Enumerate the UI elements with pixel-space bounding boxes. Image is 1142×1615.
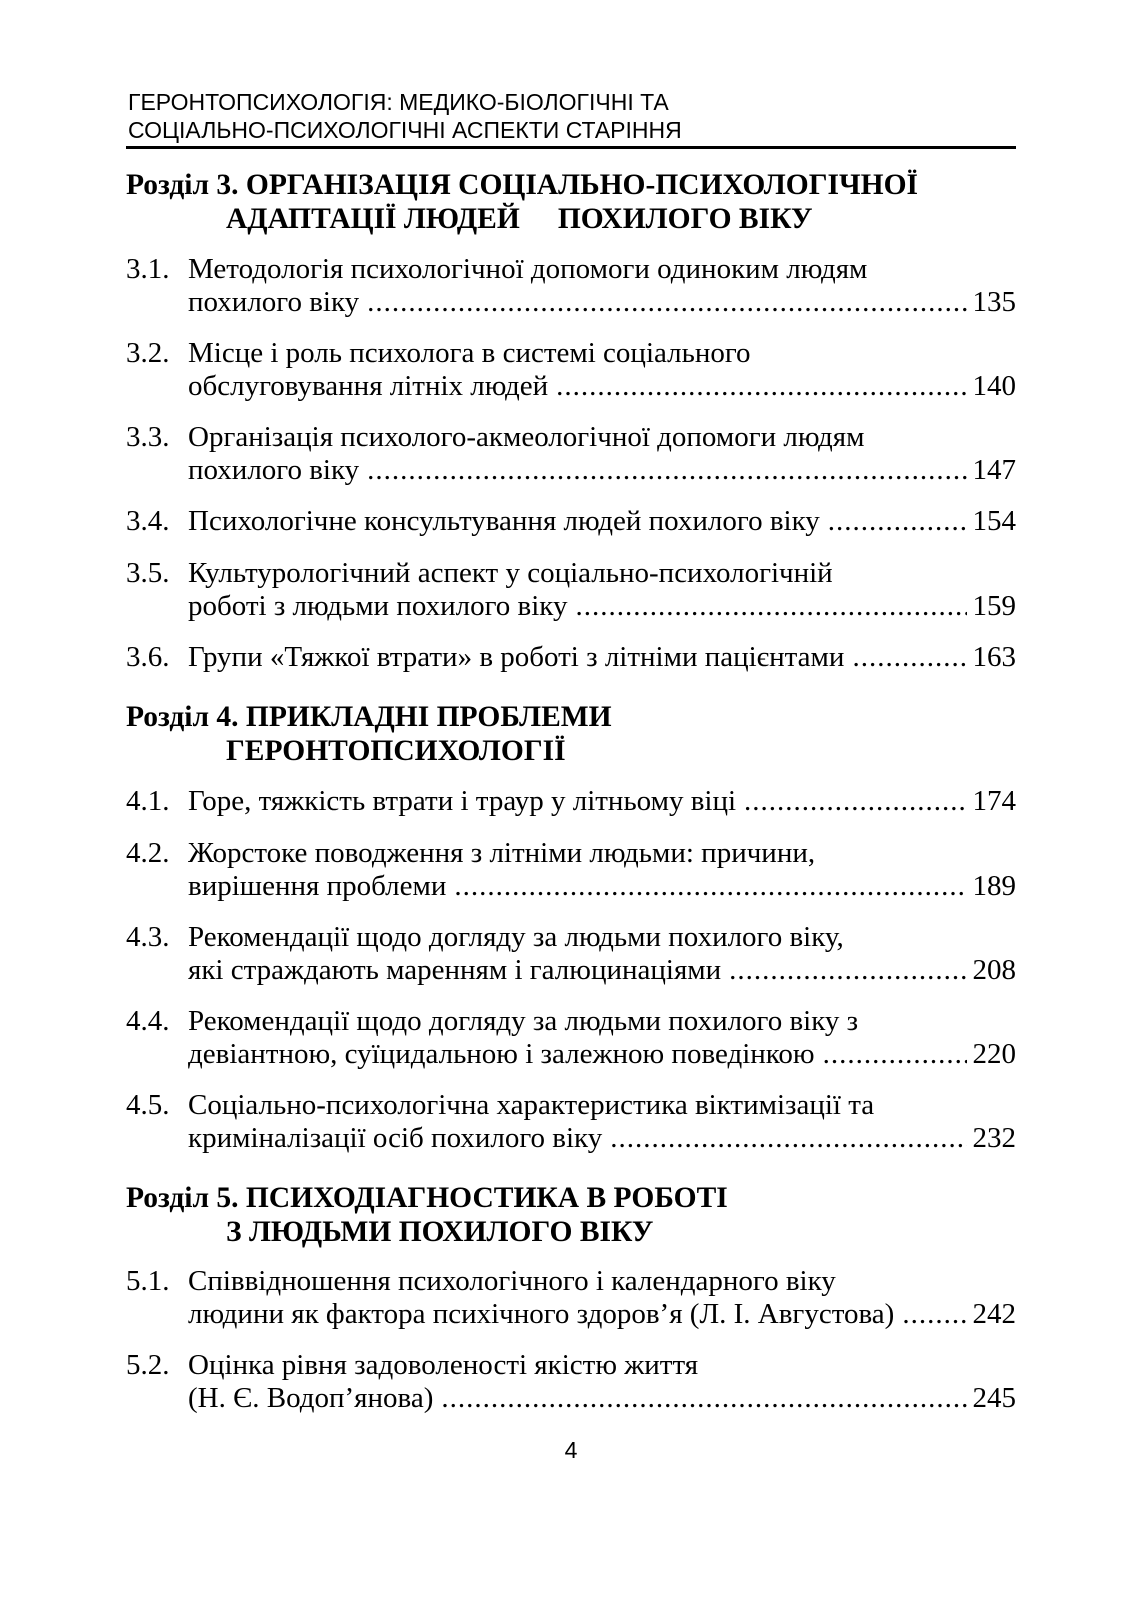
dot-leader [828, 505, 967, 538]
running-header-line-2: СОЦІАЛЬНО-ПСИХОЛОГІЧНІ АСПЕКТИ СТАРІННЯ [128, 117, 682, 143]
entry-page-number: 232 [972, 1122, 1016, 1154]
entry-number: 3.1. [126, 253, 170, 285]
running-header-line-1: ГЕРОНТОПСИХОЛОГІЯ: МЕДИКО-БІОЛОГІЧНІ ТА [128, 89, 669, 115]
entry-title: Горе, тяжкість втрати і траур у літньому віці [188, 785, 737, 817]
entry-title: Групи «Тяжкої втрати» в роботі з літніми пацієнтами [188, 641, 845, 673]
entry-number: 5.1. [126, 1265, 170, 1297]
entry-title-line-2: вирішення проблеми [188, 870, 447, 902]
entry-page-number: 154 [972, 505, 1016, 537]
entry-title-line-2: людини як фактора психічного здоров’я (Л. І. Августова) [188, 1298, 895, 1330]
section-heading-3 [126, 168, 1016, 236]
section-heading-5 [126, 1181, 1016, 1249]
entry-title-line-1: Місце і роль психолога в системі соціального [188, 337, 751, 369]
entry-title-line-2: криміналізації осіб похилого віку [188, 1122, 603, 1154]
dot-leader [367, 454, 966, 487]
entry-page-number: 245 [972, 1382, 1016, 1414]
dot-leader [454, 870, 966, 903]
toc-entry[interactable] [126, 557, 1016, 623]
section-heading-line-2: ГЕРОНТОПСИХОЛОГІЇ [226, 735, 566, 767]
dot-leader [367, 286, 966, 319]
dot-leader [556, 370, 966, 403]
section-heading-line-1: Розділ 4. ПРИКЛАДНІ ПРОБЛЕМИ [126, 701, 612, 733]
entry-page-number: 189 [972, 870, 1016, 902]
entry-title-line-1: Методологія психологічної допомоги одиноким людям [188, 253, 868, 285]
dot-leader [729, 954, 966, 987]
dot-leader [902, 1298, 966, 1331]
entry-title-line-1: Оцінка рівня задоволеності якістю життя [188, 1349, 699, 1381]
section-heading-line-1: Розділ 3. ОРГАНІЗАЦІЯ СОЦІАЛЬНО-ПСИХОЛОГІЧНОЇ [126, 169, 918, 201]
entry-page-number: 208 [972, 954, 1016, 986]
section-heading-line-1: Розділ 5. ПСИХОДІАГНОСТИКА В РОБОТІ [126, 1182, 728, 1214]
entry-number: 3.6. [126, 641, 170, 673]
entry-page-number: 163 [972, 641, 1016, 673]
toc-entry[interactable] [126, 1005, 1016, 1071]
toc-entry[interactable] [126, 253, 1016, 319]
entry-number: 4.5. [126, 1089, 170, 1121]
page-number: 4 [564, 1437, 578, 1463]
entry-page-number: 174 [972, 785, 1016, 817]
dot-leader [744, 785, 966, 818]
toc-entry[interactable] [126, 837, 1016, 903]
dot-leader [823, 1038, 967, 1071]
entry-title-line-2: роботі з людьми похилого віку [188, 590, 568, 622]
dot-leader [575, 590, 966, 623]
entry-number: 5.2. [126, 1349, 170, 1381]
entry-number: 3.5. [126, 557, 170, 589]
entry-title-line-1: Жорстоке поводження з літніми людьми: причини, [188, 837, 816, 869]
entry-page-number: 242 [972, 1298, 1016, 1330]
entry-page-number: 159 [972, 590, 1016, 622]
entry-page-number: 147 [972, 454, 1016, 486]
dot-leader [852, 641, 966, 674]
toc-entry[interactable] [126, 1349, 1016, 1415]
section-heading-line-2: З ЛЮДЬМИ ПОХИЛОГО ВІКУ [226, 1216, 654, 1248]
entry-title-line-1: Соціально-психологічна характеристика віктимізації та [188, 1089, 875, 1121]
entry-title-line-1: Рекомендації щодо догляду за людьми похилого віку з [188, 1005, 859, 1037]
toc-entry[interactable] [126, 785, 1016, 818]
toc-entry[interactable] [126, 921, 1016, 987]
toc-entry[interactable] [126, 421, 1016, 487]
entry-title-line-2: (Н. Є. Водоп’янова) [188, 1382, 434, 1414]
entry-number: 3.3. [126, 421, 170, 453]
entry-title-line-2: похилого віку [188, 454, 360, 486]
entry-title-line-2: девіантною, суїцидальною і залежною поведінкою [188, 1038, 815, 1070]
entry-title-line-1: Рекомендації щодо догляду за людьми похилого віку, [188, 921, 844, 953]
entry-title-line-2: обслуговування літніх людей [188, 370, 549, 402]
running-header [128, 88, 1016, 144]
section-heading-line-2: АДАПТАЦІЇ ЛЮДЕЙ ПОХИЛОГО ВІКУ [226, 203, 813, 235]
toc-entry[interactable] [126, 1265, 1016, 1331]
entry-title-line-2: похилого віку [188, 286, 360, 318]
entry-number: 3.2. [126, 337, 170, 369]
entry-number: 4.4. [126, 1005, 170, 1037]
header-rule [126, 146, 1016, 149]
section-heading-4 [126, 700, 1016, 768]
entry-title-line-1: Організація психолого-акмеологічної допомоги людям [188, 421, 865, 453]
dot-leader [610, 1122, 966, 1155]
entry-title-line-1: Співвідношення психологічного і календарного віку [188, 1265, 836, 1297]
toc-entry[interactable] [126, 641, 1016, 674]
entry-page-number: 135 [972, 286, 1016, 318]
entry-number: 4.2. [126, 837, 170, 869]
entry-title-line-2: які страждають маренням і галюцинаціями [188, 954, 722, 986]
entry-number: 4.1. [126, 785, 170, 817]
dot-leader [441, 1382, 966, 1415]
entry-page-number: 140 [972, 370, 1016, 402]
entry-number: 3.4. [126, 505, 170, 537]
entry-title-line-1: Культурологічний аспект у соціально-психологічній [188, 557, 833, 589]
toc-entry[interactable] [126, 1089, 1016, 1155]
toc-entry[interactable] [126, 505, 1016, 538]
toc-entry[interactable] [126, 337, 1016, 403]
entry-title: Психологічне консультування людей похилого віку [188, 505, 820, 537]
entry-number: 4.3. [126, 921, 170, 953]
entry-page-number: 220 [972, 1038, 1016, 1070]
